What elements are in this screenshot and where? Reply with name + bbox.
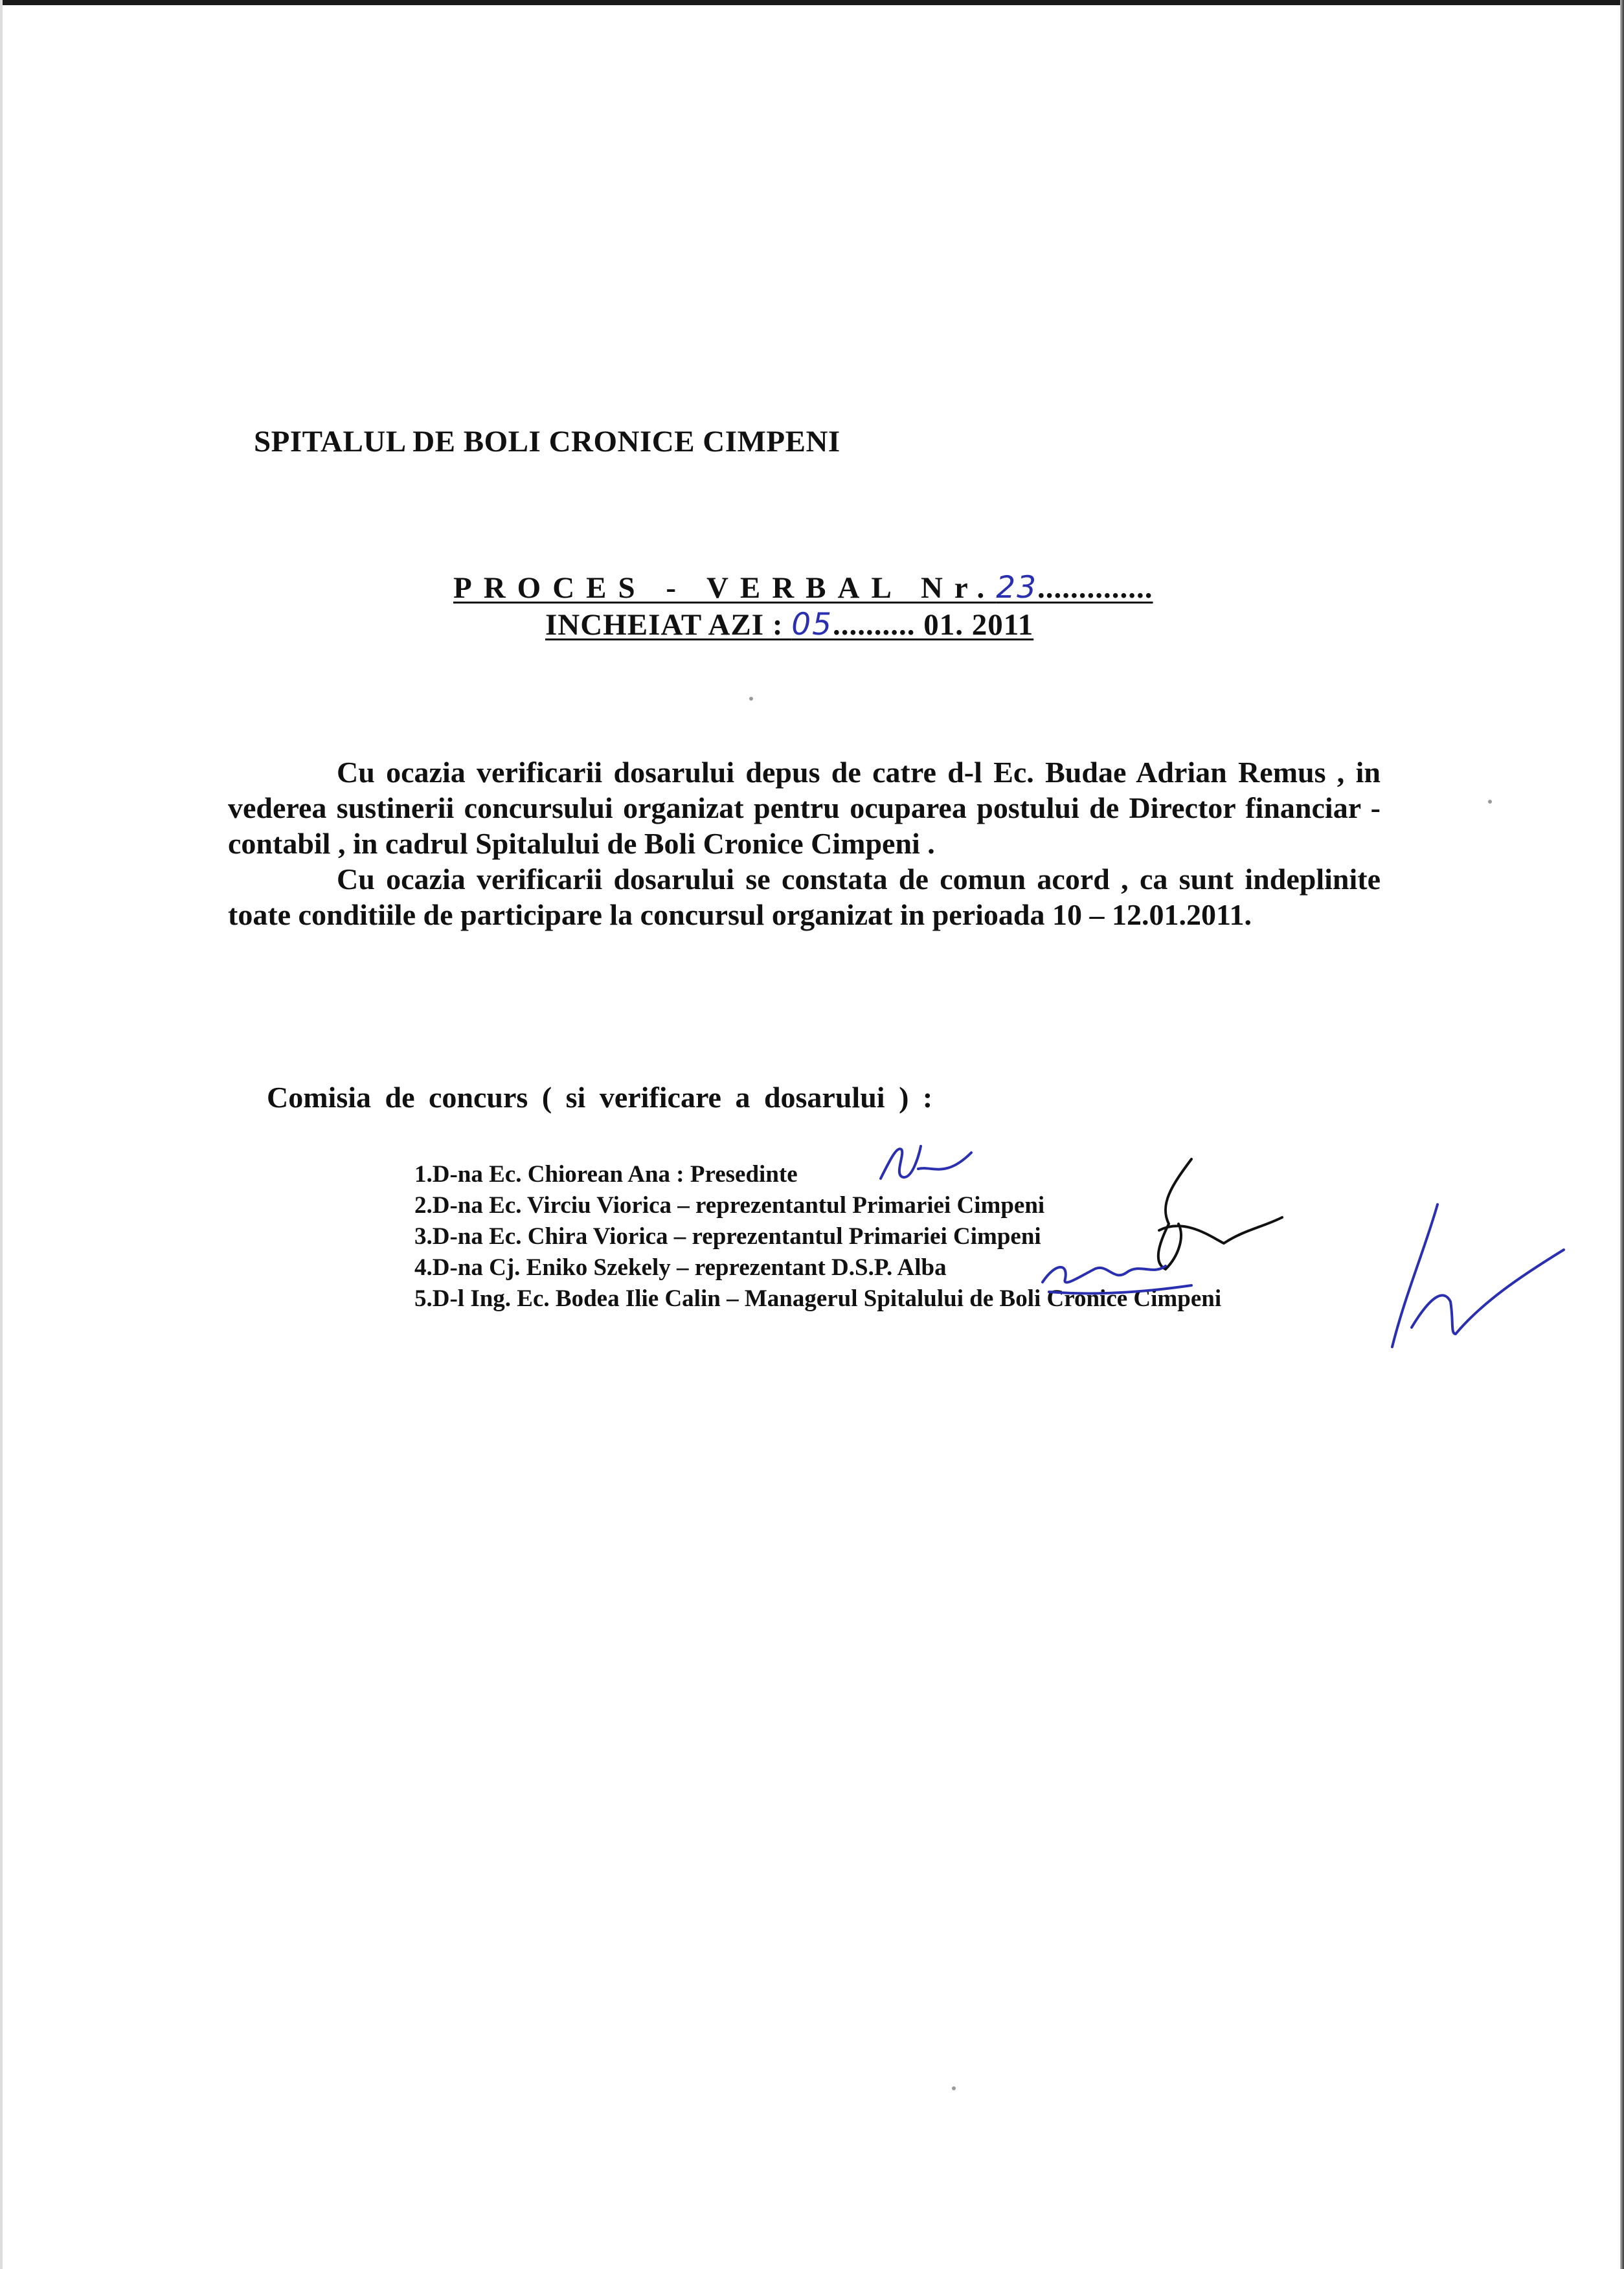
scan-edge-left xyxy=(0,0,3,2269)
title-line-2 xyxy=(545,607,1198,642)
commission-title: Comisia de concurs ( si verificare a dosarului ) : xyxy=(267,1081,933,1114)
number-dots: .............. xyxy=(1037,571,1153,605)
member-2: 2.D-na Ec. Virciu Viorica – reprezentantul Primariei Cimpeni xyxy=(414,1192,1045,1219)
member-1: 1.D-na Ec. Chiorean Ana : Presedinte xyxy=(414,1161,798,1188)
member-4: 4.D-na Cj. Eniko Szekely – reprezentant D.S.P. Alba xyxy=(414,1254,947,1281)
handwritten-day: 05 xyxy=(791,607,833,642)
body-text xyxy=(228,754,1381,932)
body-paragraph-2: Cu ocazia verificarii dosarului se constata de comun acord , ca sunt indeplinite toate conditiile de participare la concursul organizat in perioada 10 – 12.01.2011. xyxy=(228,863,1381,931)
signature-3 xyxy=(1036,1250,1204,1302)
institution-name: SPITALUL DE BOLI CRONICE CIMPENI xyxy=(254,425,840,458)
member-3: 3.D-na Ec. Chira Viorica – reprezentantul Primariei Cimpeni xyxy=(414,1223,1041,1250)
title-incheiat: INCHEIAT AZI : xyxy=(545,608,792,642)
scan-speck xyxy=(952,2086,956,2090)
scan-speck xyxy=(749,697,753,701)
handwritten-number: 23 xyxy=(996,570,1038,605)
title-line-1 xyxy=(453,570,1198,605)
scan-edge-right xyxy=(1620,0,1624,2269)
signature-1 xyxy=(874,1140,984,1191)
title-date-suffix: 01. 2011 xyxy=(915,608,1034,642)
member-5: 5.D-l Ing. Ec. Bodea Ilie Calin – Managerul Spitalului de Boli Cronice Cimpeni xyxy=(414,1285,1222,1312)
scan-speck xyxy=(1488,800,1492,804)
signature-4 xyxy=(1379,1198,1573,1353)
document-title xyxy=(453,570,1198,642)
scan-edge-top xyxy=(0,0,1624,5)
body-paragraph-1: Cu ocazia verificarii dosarului depus de catre d-l Ec. Budae Adrian Remus , in vederea sustinerii concursului organizat pentru ocuparea postului de Director financiar - contabil , in cadrul Spitalului de Boli Cronice Cimpeni . xyxy=(228,756,1381,860)
day-dots: .......... xyxy=(833,608,916,642)
title-proces-verbal: PROCES - VERBAL Nr. xyxy=(453,571,997,605)
